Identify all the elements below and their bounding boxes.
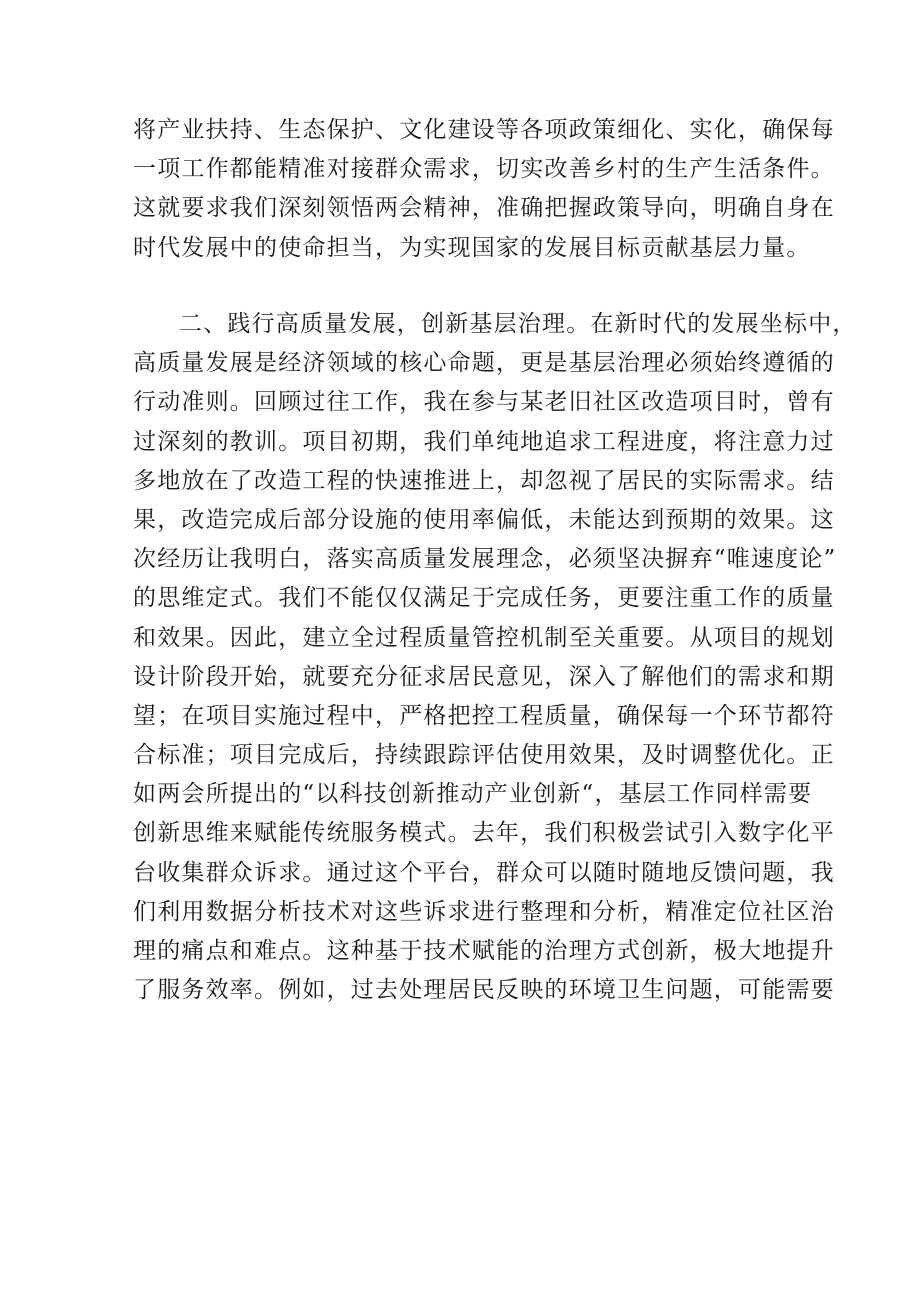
text-line: 过深刻的教训。项目初期，我们单纯地追求工程进度，将注意力过 (133, 428, 835, 455)
paragraph-policy-implementation (133, 111, 835, 268)
text-line: 高质量发展是经济领域的核心命题，更是基层治理必须始终遵循的 (133, 350, 835, 377)
text-line: 时代发展中的使命担当，为实现国家的发展目标贡献基层力量。 (133, 234, 811, 261)
text-line: 理的痛点和难点。这种基于技术赋能的治理方式创新，极大地提升 (133, 938, 835, 964)
text-line: 望；在项目实施过程中，严格把控工程质量，确保每一个环节都符 (133, 702, 835, 729)
text-line: 设计阶段开始，就要充分征求居民意见，深入了解他们的需求和期 (133, 663, 835, 690)
text-line: 多地放在了改造工程的快速推进上，却忽视了居民的实际需求。结 (133, 467, 835, 494)
text-line: 了服务效率。例如，过去处理居民反映的环境卫生问题，可能需要 (133, 977, 835, 1004)
paragraph-high-quality-development (133, 305, 857, 1010)
text-line: 如两会所提出的“以科技创新推动产业创新“，基层工作同样需要 (133, 781, 813, 808)
text-line: 台收集群众诉求。通过这个平台，群众可以随时随地反馈问题，我 (133, 859, 835, 886)
section-heading-line: 二、践行高质量发展，创新基层治理。在新时代的发展坐标中， (179, 311, 857, 337)
text-line: 一项工作都能精准对接群众需求，切实改善乡村的生产生活条件。 (133, 156, 835, 183)
text-line: 合标准；项目完成后，持续跟踪评估使用效果，及时调整优化。正 (133, 742, 835, 769)
text-line: 创新思维来赋能传统服务模式。去年，我们积极尝试引入数字化平 (133, 820, 835, 847)
text-line: 的思维定式。我们不能仅仅满足于完成任务，更要注重工作的质量 (133, 585, 835, 612)
text-line: 行动准则。回顾过往工作，我在参与某老旧社区改造项目时，曾有 (133, 389, 835, 416)
text-line: 果，改造完成后部分设施的使用率偏低，未能达到预期的效果。这 (133, 506, 835, 533)
text-line: 们利用数据分析技术对这些诉求进行整理和分析，精准定位社区治 (133, 898, 835, 925)
text-line: 这就要求我们深刻领悟两会精神，准确把握政策导向，明确自身在 (133, 195, 835, 222)
text-line: 次经历让我明白，落实高质量发展理念，必须坚决摒弃“唯速度论” (133, 546, 837, 573)
text-line: 将产业扶持、生态保护、文化建设等各项政策细化、实化，确保每 (133, 117, 835, 143)
text-line: 和效果。因此，建立全过程质量管控机制至关重要。从项目的规划 (133, 624, 835, 651)
